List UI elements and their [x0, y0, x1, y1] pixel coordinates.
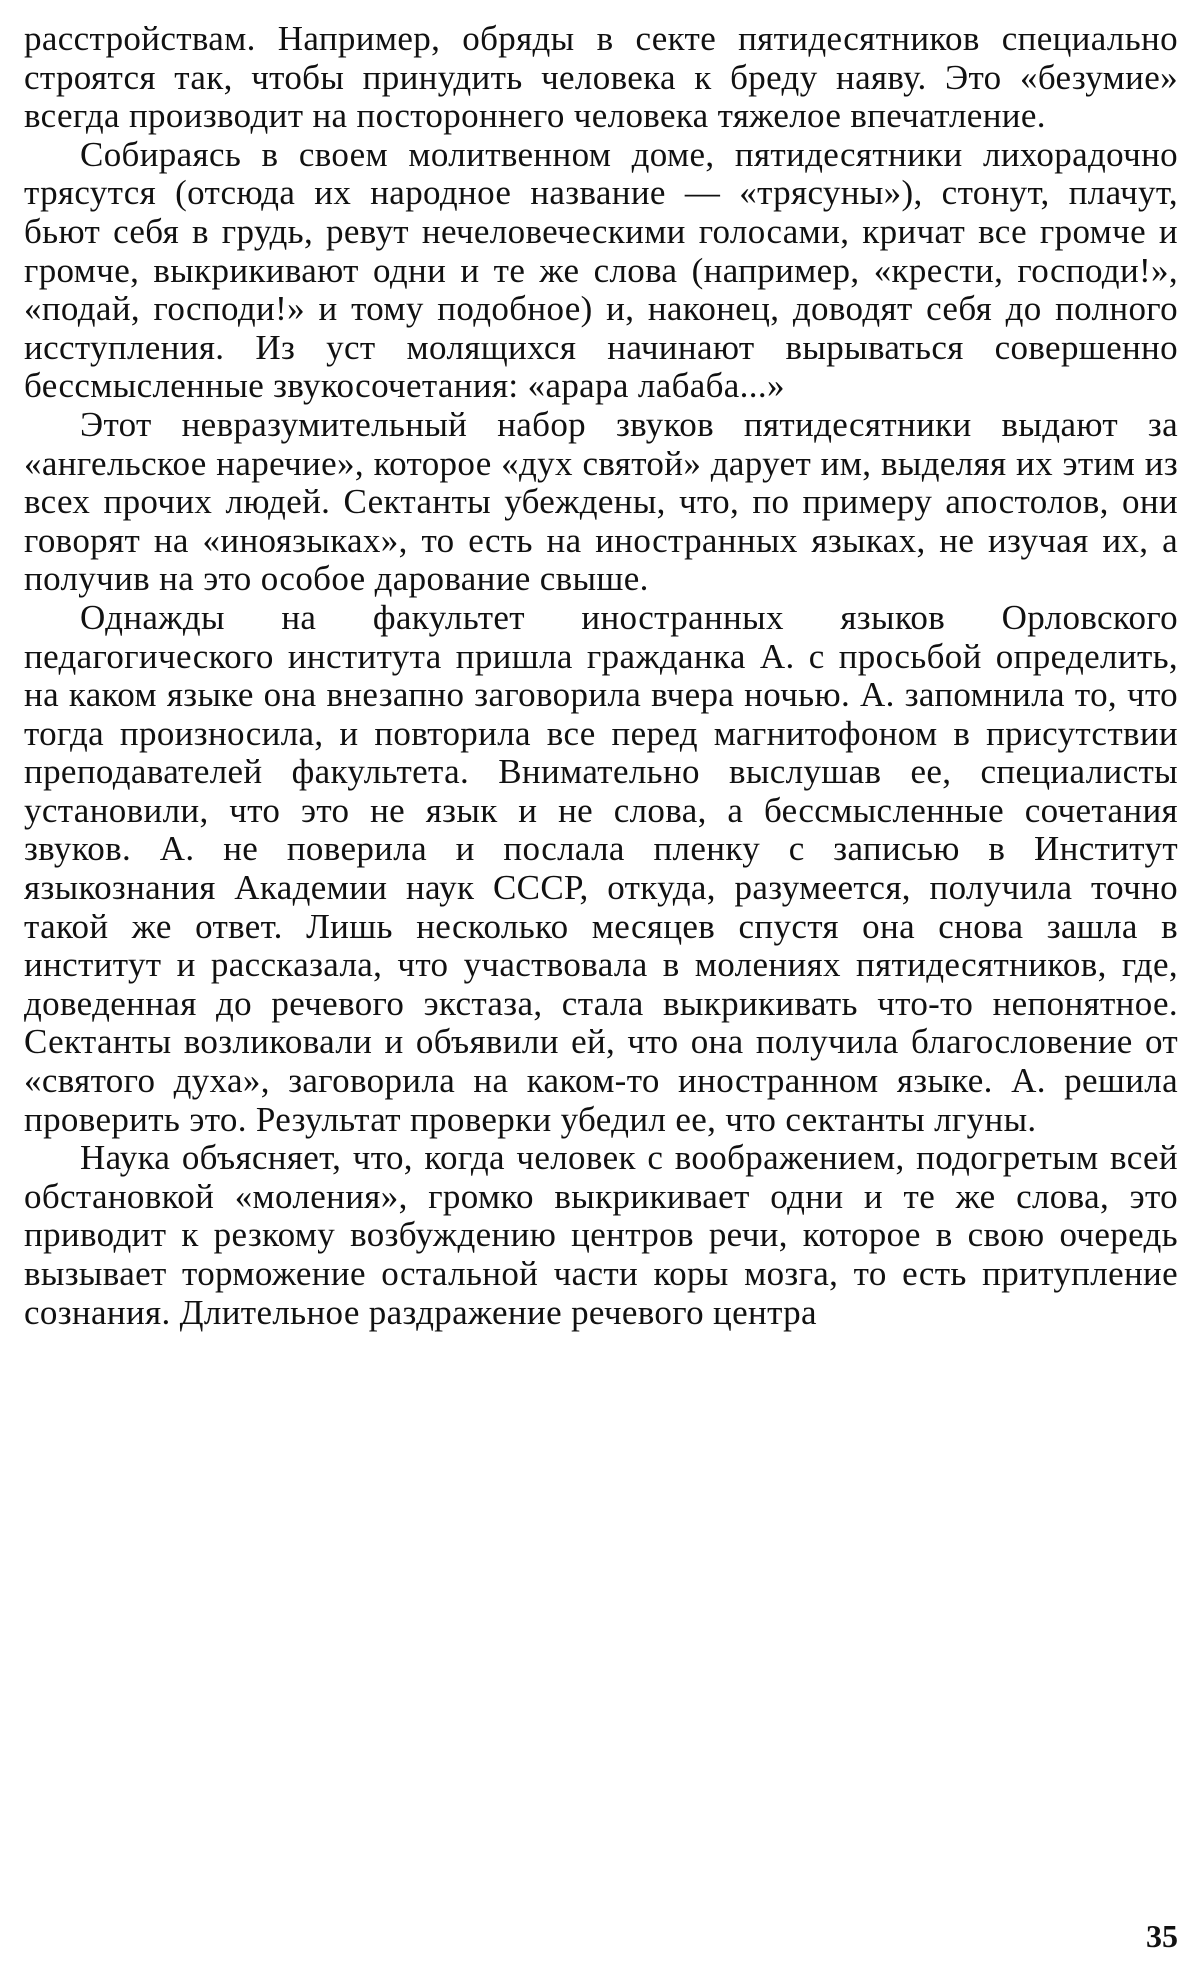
paragraph-science-explanation: Наука объясняет, что, когда человек с воображением, подогретым всей обстановкой «моления», громко выкрикивает одни и те же слова, это приводит к резкому возбуждению центров речи, которое в свою очередь вызывает торможение остальной части коры мозга, то есть притупление сознания. Длительное раздражение речевого центра	[24, 1138, 1178, 1332]
paragraph-prayer-house: Собираясь в своем молитвенном доме, пятидесятники лихорадочно трясутся (отсюда их народное название — «трясуны»), стонут, плачут, бьют себя в грудь, ревут нечеловеческими голосами, кричат все громче и громче, выкрикивают одни и те же слова (например, «крести, господи!», «подай, господи!» и тому подобное) и, наконец, доводят себя до полного исступления. Из уст молящихся начинают вырываться совершенно бессмысленные звукосочетания: «арара лабаба...»	[24, 134, 1178, 406]
paragraph-citizen-a: Однажды на факультет иностранных языков Орловского педагогического института пришла гражданка А. с просьбой определить, на каком языке она внезапно заговорила вчера ночью. А. запомнила то, что тогда произносила, и повторила все перед магнитофоном в присутствии преподавателей факультета. Внимательно выслушав ее, специалисты установили, что это не язык и не слова, а бессмысленные сочетания звуков. А. не поверила и послала пленку с записью в Институт языкознания Академии наук СССР, откуда, разумеется, получила точно такой же ответ. Лишь несколько месяцев спустя она снова зашла в институт и рассказала, что участвовала в молениях пятидесятников, где, доведенная до речевого экстаза, стала выкрикивать что-то непонятное. Сектанты возликовали и объявили ей, что она получила благословение от «святого духа», заговорила на каком-то иностранном языке. А. решила проверить это. Результат проверки убедил ее, что сектанты лгуны.	[24, 597, 1178, 1139]
paragraph-angelic-speech: Этот невразумительный набор звуков пятидесятники выдают за «ангельское наречие», которое «дух святой» дарует им, выделяя их этим из всех прочих людей. Сектанты убеждены, что, по примеру апостолов, они говорят на «иноязыках», то есть на иностранных языках, не изучая их, а получив на это особое дарование свыше.	[24, 404, 1178, 599]
body-text	[24, 20, 1178, 1332]
page-number: 35	[1146, 1918, 1178, 1954]
paragraph-continuation: расстройствам. Например, обряды в секте пятидесятников специально строятся так, чтобы принудить человека к бреду наяву. Это «безумие» всегда производит на постороннего человека тяжелое впечатление.	[24, 19, 1178, 136]
